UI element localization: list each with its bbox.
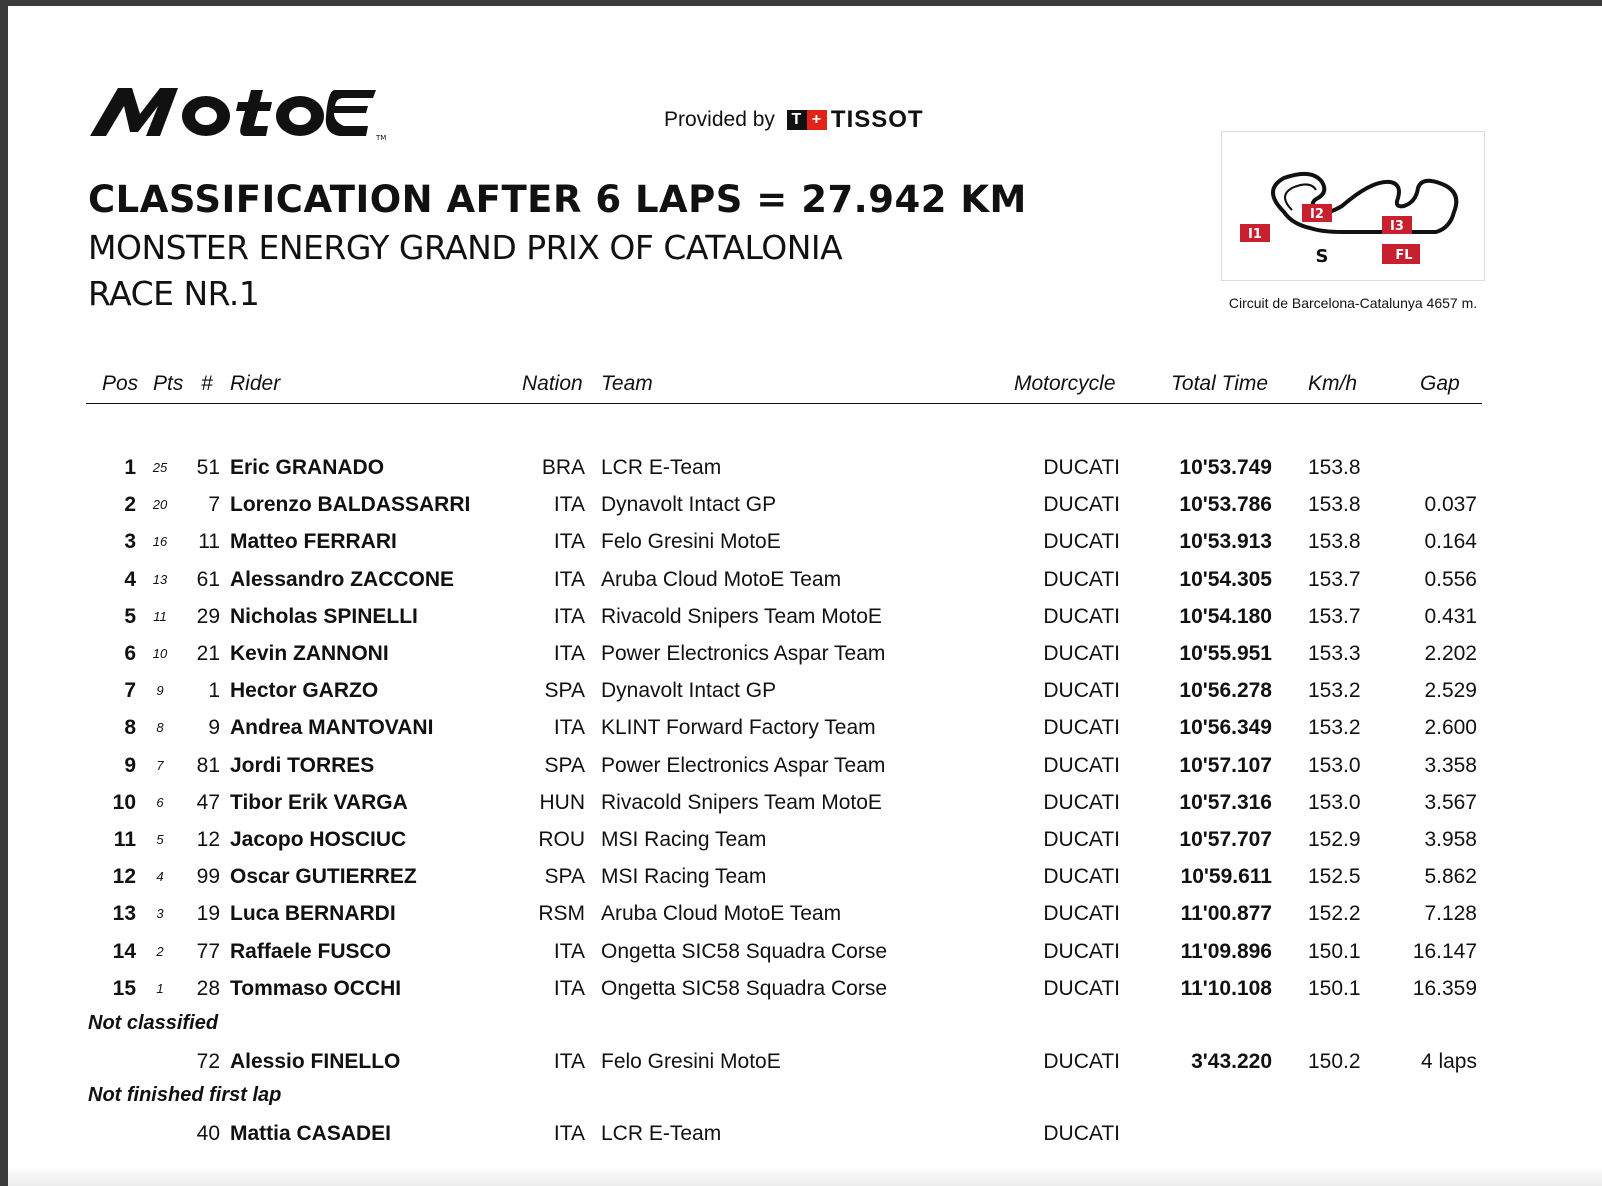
row-team: MSI Racing Team <box>601 828 767 851</box>
col-num: # <box>201 372 213 395</box>
row-nation: ITA <box>553 1050 585 1073</box>
row-nation: SPA <box>544 754 585 777</box>
header-divider <box>86 403 1482 404</box>
row-nation: SPA <box>544 865 585 888</box>
provided-by-label: Provided by <box>664 108 775 131</box>
row-position: 13 <box>112 902 136 925</box>
row-total-time: 11'00.877 <box>1180 902 1272 925</box>
col-kmh: Km/h <box>1308 372 1358 395</box>
svg-text:TM: TM <box>376 134 387 142</box>
row-points: 3 <box>156 906 164 921</box>
row-nation: ITA <box>553 716 585 739</box>
row-points: 1 <box>156 981 164 996</box>
row-rider-name: Kevin ZANNONI <box>230 642 389 665</box>
row-rider-number: 1 <box>208 679 220 702</box>
row-nation: ITA <box>553 493 585 516</box>
row-gap: 0.556 <box>1424 568 1477 591</box>
row-position: 15 <box>112 977 136 1000</box>
results-page <box>8 6 1602 1186</box>
row-team: Rivacold Snipers Team MotoE <box>601 791 882 814</box>
table-row <box>8 977 1602 1013</box>
table-row <box>8 493 1602 529</box>
row-gap: 0.037 <box>1424 493 1477 516</box>
row-total-time: 10'54.180 <box>1179 605 1272 628</box>
row-speed: 152.2 <box>1308 902 1361 925</box>
row-position: 2 <box>124 493 136 516</box>
row-points: 4 <box>156 869 164 884</box>
table-row <box>8 828 1602 864</box>
page-title: CLASSIFICATION AFTER 6 LAPS = 27.942 KM <box>88 178 1027 221</box>
row-gap: 3.567 <box>1424 791 1477 814</box>
row-nation: HUN <box>539 791 585 814</box>
row-rider-name: Hector GARZO <box>230 679 379 702</box>
row-motorcycle: DUCATI <box>1043 568 1120 591</box>
row-nation: BRA <box>541 456 585 479</box>
row-rider-number: 11 <box>198 530 220 553</box>
row-nation: SPA <box>544 679 585 702</box>
marker-finish-line <box>1382 244 1420 264</box>
row-total-time: 11'10.108 <box>1180 977 1272 1000</box>
row-rider-number: 29 <box>196 605 220 628</box>
row-gap: 16.359 <box>1412 977 1477 1000</box>
row-team: Ongetta SIC58 Squadra Corse <box>601 977 888 1000</box>
col-pos: Pos <box>102 372 139 395</box>
row-position: 12 <box>112 865 136 888</box>
row-points: 7 <box>156 758 164 773</box>
row-position: 1 <box>124 456 136 479</box>
row-total-time: 10'54.305 <box>1179 568 1272 591</box>
row-position: 3 <box>124 530 136 553</box>
row-gap: 16.147 <box>1412 940 1477 963</box>
row-speed: 153.3 <box>1308 642 1361 665</box>
tissot-wordmark: TISSOT <box>830 106 924 133</box>
row-position: 6 <box>124 642 136 665</box>
section-label: Not finished first lap <box>88 1084 282 1106</box>
row-team: KLINT Forward Factory Team <box>601 716 876 739</box>
row-rider-name: Tommaso OCCHI <box>230 977 402 1000</box>
circuit-caption: Circuit de Barcelona-Catalunya 4657 m. <box>1228 295 1478 311</box>
row-speed: 153.2 <box>1308 679 1361 702</box>
row-team: Felo Gresini MotoE <box>601 530 781 553</box>
row-nation: ITA <box>553 605 585 628</box>
row-gap: 4 laps <box>1420 1050 1477 1073</box>
row-points: 6 <box>156 795 164 810</box>
row-speed: 150.1 <box>1308 940 1361 963</box>
row-points: 13 <box>152 572 168 587</box>
row-rider-number: 51 <box>196 456 220 479</box>
row-speed: 153.0 <box>1308 754 1361 777</box>
bottom-fade <box>8 1166 1602 1186</box>
row-gap: 0.164 <box>1424 530 1477 553</box>
row-speed: 150.2 <box>1308 1050 1361 1073</box>
row-points: 9 <box>156 683 164 698</box>
row-motorcycle: DUCATI <box>1043 456 1120 479</box>
row-motorcycle: DUCATI <box>1043 493 1120 516</box>
table-row <box>8 1050 1602 1086</box>
row-rider-name: Nicholas SPINELLI <box>230 605 418 628</box>
tissot-mark-icon: T + <box>787 110 827 130</box>
row-nation: ROU <box>538 828 585 851</box>
col-motorcycle: Motorcycle <box>1014 372 1116 395</box>
row-rider-number: 21 <box>196 642 220 665</box>
row-position: 7 <box>124 679 136 702</box>
col-gap: Gap <box>1420 372 1460 395</box>
row-speed: 150.1 <box>1308 977 1361 1000</box>
row-rider-number: 28 <box>196 977 220 1000</box>
row-motorcycle: DUCATI <box>1043 1122 1120 1145</box>
row-position: 5 <box>124 605 136 628</box>
row-gap: 2.600 <box>1424 716 1477 739</box>
col-rider: Rider <box>230 372 281 395</box>
table-row <box>8 791 1602 827</box>
row-speed: 152.5 <box>1308 865 1361 888</box>
row-rider-number: 19 <box>196 902 220 925</box>
row-points: 2 <box>156 944 164 959</box>
col-pts: Pts <box>153 372 184 395</box>
row-gap: 5.862 <box>1424 865 1477 888</box>
row-motorcycle: DUCATI <box>1043 902 1120 925</box>
row-team: Aruba Cloud MotoE Team <box>601 568 842 591</box>
row-rider-number: 61 <box>196 568 220 591</box>
row-rider-name: Andrea MANTOVANI <box>230 716 434 739</box>
circuit-track-icon <box>1222 132 1484 280</box>
row-motorcycle: DUCATI <box>1043 865 1120 888</box>
col-nation: Nation <box>522 372 583 395</box>
row-position: 11 <box>113 828 136 851</box>
row-nation: ITA <box>553 1122 585 1145</box>
row-team: Power Electronics Aspar Team <box>601 642 886 665</box>
event-name: MONSTER ENERGY GRAND PRIX OF CATALONIA <box>88 228 843 267</box>
row-points: 20 <box>152 497 168 512</box>
row-points: 5 <box>156 832 164 847</box>
row-rider-number: 12 <box>196 828 220 851</box>
row-gap: 2.202 <box>1424 642 1477 665</box>
row-total-time: 3'43.220 <box>1191 1050 1272 1073</box>
row-total-time: 10'53.913 <box>1179 530 1272 553</box>
row-points: 25 <box>152 460 168 475</box>
row-motorcycle: DUCATI <box>1043 530 1120 553</box>
row-team: Rivacold Snipers Team MotoE <box>601 605 882 628</box>
row-nation: ITA <box>553 530 585 553</box>
row-team: LCR E-Team <box>601 456 722 479</box>
table-row <box>8 902 1602 938</box>
row-points: 10 <box>152 646 168 661</box>
row-motorcycle: DUCATI <box>1043 754 1120 777</box>
row-total-time: 10'57.707 <box>1179 828 1272 851</box>
row-motorcycle: DUCATI <box>1043 679 1120 702</box>
row-speed: 153.8 <box>1308 493 1361 516</box>
row-gap: 7.128 <box>1424 902 1477 925</box>
marker-start <box>1316 246 1329 267</box>
svg-text:I2: I2 <box>1310 207 1324 222</box>
col-team: Team <box>601 372 653 395</box>
table-row <box>8 940 1602 976</box>
row-motorcycle: DUCATI <box>1043 1050 1120 1073</box>
row-points: 11 <box>153 609 167 624</box>
row-total-time: 11'09.896 <box>1180 940 1272 963</box>
table-row <box>8 642 1602 678</box>
row-rider-name: Luca BERNARDI <box>230 902 396 925</box>
row-speed: 153.7 <box>1308 605 1361 628</box>
row-rider-name: Mattia CASADEI <box>230 1122 392 1145</box>
table-row <box>8 605 1602 641</box>
row-rider-name: Matteo FERRARI <box>230 530 397 553</box>
row-rider-number: 72 <box>196 1050 220 1073</box>
row-rider-name: Jordi TORRES <box>230 754 375 777</box>
table-row <box>8 530 1602 566</box>
svg-text:I3: I3 <box>1390 219 1404 234</box>
row-total-time: 10'53.786 <box>1179 493 1272 516</box>
row-rider-number: 40 <box>196 1122 220 1145</box>
row-nation: ITA <box>553 977 585 1000</box>
row-total-time: 10'57.107 <box>1179 754 1272 777</box>
row-nation: ITA <box>553 940 585 963</box>
row-points: 8 <box>156 720 164 735</box>
row-rider-number: 77 <box>196 940 220 963</box>
row-gap: 2.529 <box>1424 679 1477 702</box>
table-row <box>8 568 1602 604</box>
row-team: MSI Racing Team <box>601 865 767 888</box>
row-motorcycle: DUCATI <box>1043 940 1120 963</box>
row-rider-number: 99 <box>196 865 220 888</box>
row-rider-name: Raffaele FUSCO <box>230 940 392 963</box>
row-position: 9 <box>124 754 136 777</box>
row-gap: 3.958 <box>1424 828 1477 851</box>
row-total-time: 10'53.749 <box>1179 456 1272 479</box>
row-team: Felo Gresini MotoE <box>601 1050 781 1073</box>
row-speed: 153.7 <box>1308 568 1361 591</box>
svg-text:FL: FL <box>1395 248 1413 263</box>
row-points: 16 <box>152 534 168 549</box>
table-row <box>8 679 1602 715</box>
row-gap: 0.431 <box>1424 605 1477 628</box>
marker-i1 <box>1240 224 1270 242</box>
motoe-logo-mark <box>88 78 388 148</box>
row-team: Dynavolt Intact GP <box>601 679 777 702</box>
table-row <box>8 1122 1602 1158</box>
row-motorcycle: DUCATI <box>1043 716 1120 739</box>
row-motorcycle: DUCATI <box>1043 642 1120 665</box>
row-rider-number: 9 <box>208 716 220 739</box>
row-nation: ITA <box>553 568 585 591</box>
row-total-time: 10'56.349 <box>1179 716 1272 739</box>
row-motorcycle: DUCATI <box>1043 791 1120 814</box>
row-team: Dynavolt Intact GP <box>601 493 777 516</box>
row-rider-name: Jacopo HOSCIUC <box>230 828 407 851</box>
row-total-time: 10'56.278 <box>1179 679 1272 702</box>
table-row <box>8 716 1602 752</box>
table-row <box>8 754 1602 790</box>
svg-text:I1: I1 <box>1248 227 1262 242</box>
tissot-logo <box>787 106 924 134</box>
marker-i2 <box>1302 204 1332 222</box>
row-position: 14 <box>112 940 136 963</box>
row-speed: 153.0 <box>1308 791 1361 814</box>
row-speed: 153.8 <box>1308 456 1361 479</box>
row-total-time: 10'59.611 <box>1180 865 1272 888</box>
row-rider-number: 7 <box>208 493 220 516</box>
row-team: Power Electronics Aspar Team <box>601 754 886 777</box>
svg-text:S: S <box>1315 246 1329 267</box>
row-motorcycle: DUCATI <box>1043 828 1120 851</box>
row-position: 8 <box>124 716 136 739</box>
row-rider-number: 81 <box>196 754 220 777</box>
race-number: RACE NR.1 <box>88 274 260 313</box>
row-rider-name: Oscar GUTIERREZ <box>230 865 417 888</box>
row-motorcycle: DUCATI <box>1043 977 1120 1000</box>
row-gap: 3.358 <box>1424 754 1477 777</box>
row-rider-name: Tibor Erik VARGA <box>230 791 408 814</box>
row-speed: 153.8 <box>1308 530 1361 553</box>
motoe-logo <box>88 78 388 148</box>
row-nation: ITA <box>553 642 585 665</box>
row-team: LCR E-Team <box>601 1122 722 1145</box>
row-position: 10 <box>112 791 136 814</box>
row-team: Ongetta SIC58 Squadra Corse <box>601 940 888 963</box>
row-team: Aruba Cloud MotoE Team <box>601 902 842 925</box>
table-row <box>8 865 1602 901</box>
row-total-time: 10'57.316 <box>1179 791 1272 814</box>
circuit-map <box>1221 131 1485 281</box>
row-rider-name: Alessio FINELLO <box>230 1050 401 1073</box>
col-total-time: Total Time <box>1171 372 1269 395</box>
row-speed: 153.2 <box>1308 716 1361 739</box>
marker-i3 <box>1382 216 1412 234</box>
row-rider-number: 47 <box>196 791 220 814</box>
row-motorcycle: DUCATI <box>1043 605 1120 628</box>
row-rider-name: Lorenzo BALDASSARRI <box>230 493 471 516</box>
table-row <box>8 456 1602 492</box>
row-rider-name: Eric GRANADO <box>230 456 385 479</box>
row-total-time: 10'55.951 <box>1179 642 1272 665</box>
provider-credit <box>664 106 924 134</box>
row-speed: 152.9 <box>1308 828 1361 851</box>
row-position: 4 <box>124 568 136 591</box>
row-rider-name: Alessandro ZACCONE <box>230 568 455 591</box>
section-label: Not classified <box>88 1012 219 1034</box>
row-nation: RSM <box>538 902 585 925</box>
